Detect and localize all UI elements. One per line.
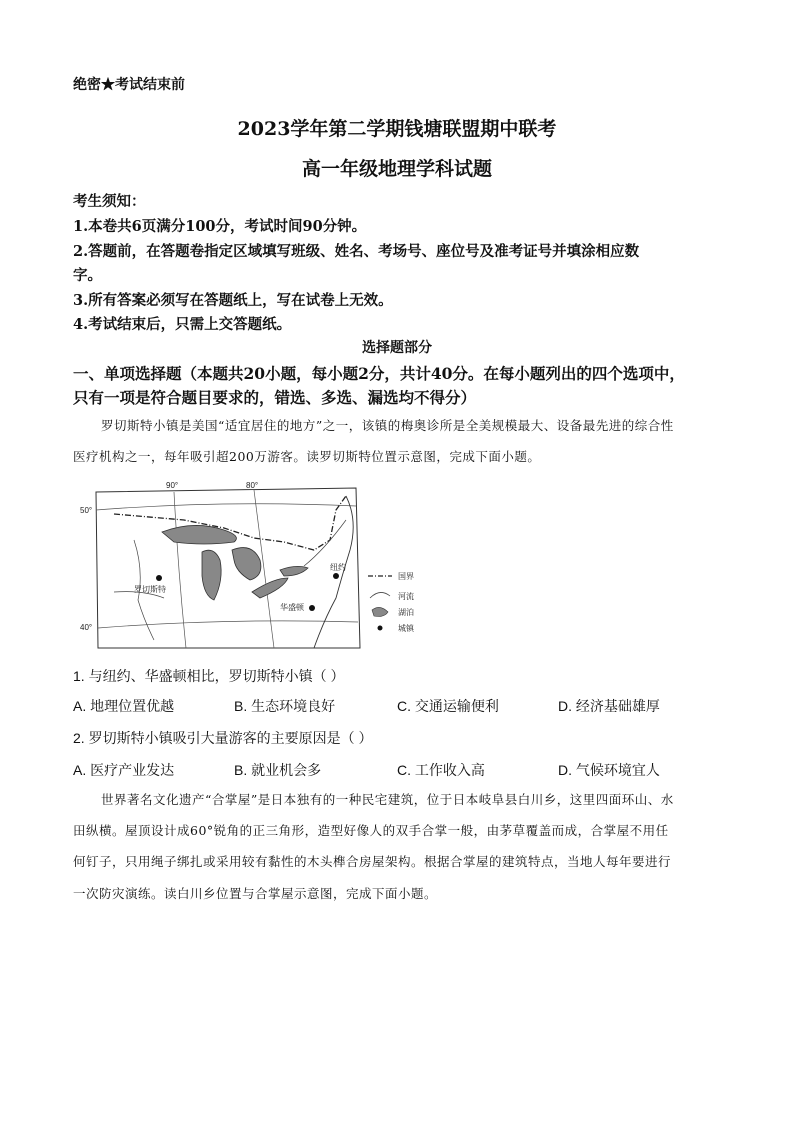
legend-border-label: 国界 xyxy=(398,572,414,581)
question-stem: 1. 与纽约、华盛顿相比，罗切斯特小镇（ ） xyxy=(73,668,345,684)
exam-title: 2023学年第二学期钱塘联盟期中联考 xyxy=(237,118,557,140)
passage-line: 罗切斯特小镇是美国“适宜居住的地方”之一，该镇的梅奥诊所是全美规模最大、设备最先进的综合性 xyxy=(101,418,674,433)
option-a: A. 医疗产业发达 xyxy=(73,762,175,778)
city-rochester-dot xyxy=(156,575,162,581)
option-a: A. 地理位置优越 xyxy=(73,698,175,714)
lake-ontario xyxy=(280,566,308,576)
passage-line: 一次防灾演练。读白川乡位置与合掌屋示意图，完成下面小题。 xyxy=(73,886,438,901)
passage-line: 田纵横。屋顶设计成60°锐角的正三角形，造型好像人的双手合掌一般，由茅草覆盖而成，合掌屋不用任 xyxy=(73,823,669,838)
part-instruction: 只有一项是符合题目要求的，错选、多选、漏选均不得分） xyxy=(73,388,477,407)
city-newyork-label: 纽约 xyxy=(330,563,346,572)
legend-river-label: 河流 xyxy=(398,592,414,601)
option-c: C. 工作收入高 xyxy=(397,762,485,778)
notice-item: 字。 xyxy=(73,267,102,284)
location-map xyxy=(74,480,424,650)
notice-item: 3.所有答案必须写在答题纸上，写在试卷上无效。 xyxy=(73,292,393,309)
section-title: 选择题部分 xyxy=(362,340,432,356)
legend-river-symbol xyxy=(370,592,390,598)
option-b: B. 生态环境良好 xyxy=(234,698,336,714)
lake-michigan xyxy=(202,550,221,600)
option-b: B. 就业机会多 xyxy=(234,762,322,778)
option-c: C. 交通运输便利 xyxy=(397,698,499,714)
legend-lake-label: 湖泊 xyxy=(398,608,414,617)
exam-subtitle: 高一年级地理学科试题 xyxy=(301,158,492,180)
notice-item: 2.答题前，在答题卷指定区域填写班级、姓名、考场号、座位号及准考证号并填涂相应数 xyxy=(73,243,640,260)
city-rochester-label: 罗切斯特 xyxy=(134,585,166,594)
lat-label: 40° xyxy=(80,623,93,632)
secret-label: 绝密★考试结束前 xyxy=(73,77,185,93)
latitude-line xyxy=(98,621,358,628)
passage-line: 世界著名文化遗产“合掌屋”是日本独有的一种民宅建筑，位于日本岐阜县白川乡，这里四面环山、水 xyxy=(101,792,674,807)
option-d: D. 气候环境宜人 xyxy=(558,762,660,778)
notice-item: 4.考试结束后，只需上交答题纸。 xyxy=(73,316,292,333)
city-washington-label: 华盛顿 xyxy=(280,603,304,612)
legend-lake-symbol xyxy=(372,607,388,616)
lat-label: 50° xyxy=(80,506,93,515)
option-d: D. 经济基础雄厚 xyxy=(558,698,660,714)
passage-line: 医疗机构之一，每年吸引超200万游客。读罗切斯特位置示意图，完成下面小题。 xyxy=(73,449,541,464)
city-newyork-dot xyxy=(333,573,339,579)
passage-line: 何钉子，只用绳子绑扎或采用较有黏性的木头榫合房屋架构。根据合掌屋的建筑特点，当地人每年要进行 xyxy=(73,854,672,869)
city-washington-dot xyxy=(309,605,315,611)
question-stem: 2. 罗切斯特小镇吸引大量游客的主要原因是（ ） xyxy=(73,730,373,746)
part-instruction: 一、单项选择题（本题共20小题，每小题2分，共计40分。在每小题列出的四个选项中， xyxy=(73,364,685,383)
notice-item: 1.本卷共6页满分100分，考试时间90分钟。 xyxy=(73,218,367,235)
map-frame xyxy=(96,488,360,648)
lon-label: 80° xyxy=(246,481,259,490)
latitude-line xyxy=(96,504,356,510)
legend-city-label: 城镇 xyxy=(398,624,414,633)
lake-erie xyxy=(252,578,288,598)
longitude-line xyxy=(174,492,186,648)
lake-huron xyxy=(232,548,261,580)
notice-heading: 考生须知： xyxy=(73,193,146,210)
lon-label: 90° xyxy=(166,481,179,490)
legend-city-symbol xyxy=(378,626,383,631)
